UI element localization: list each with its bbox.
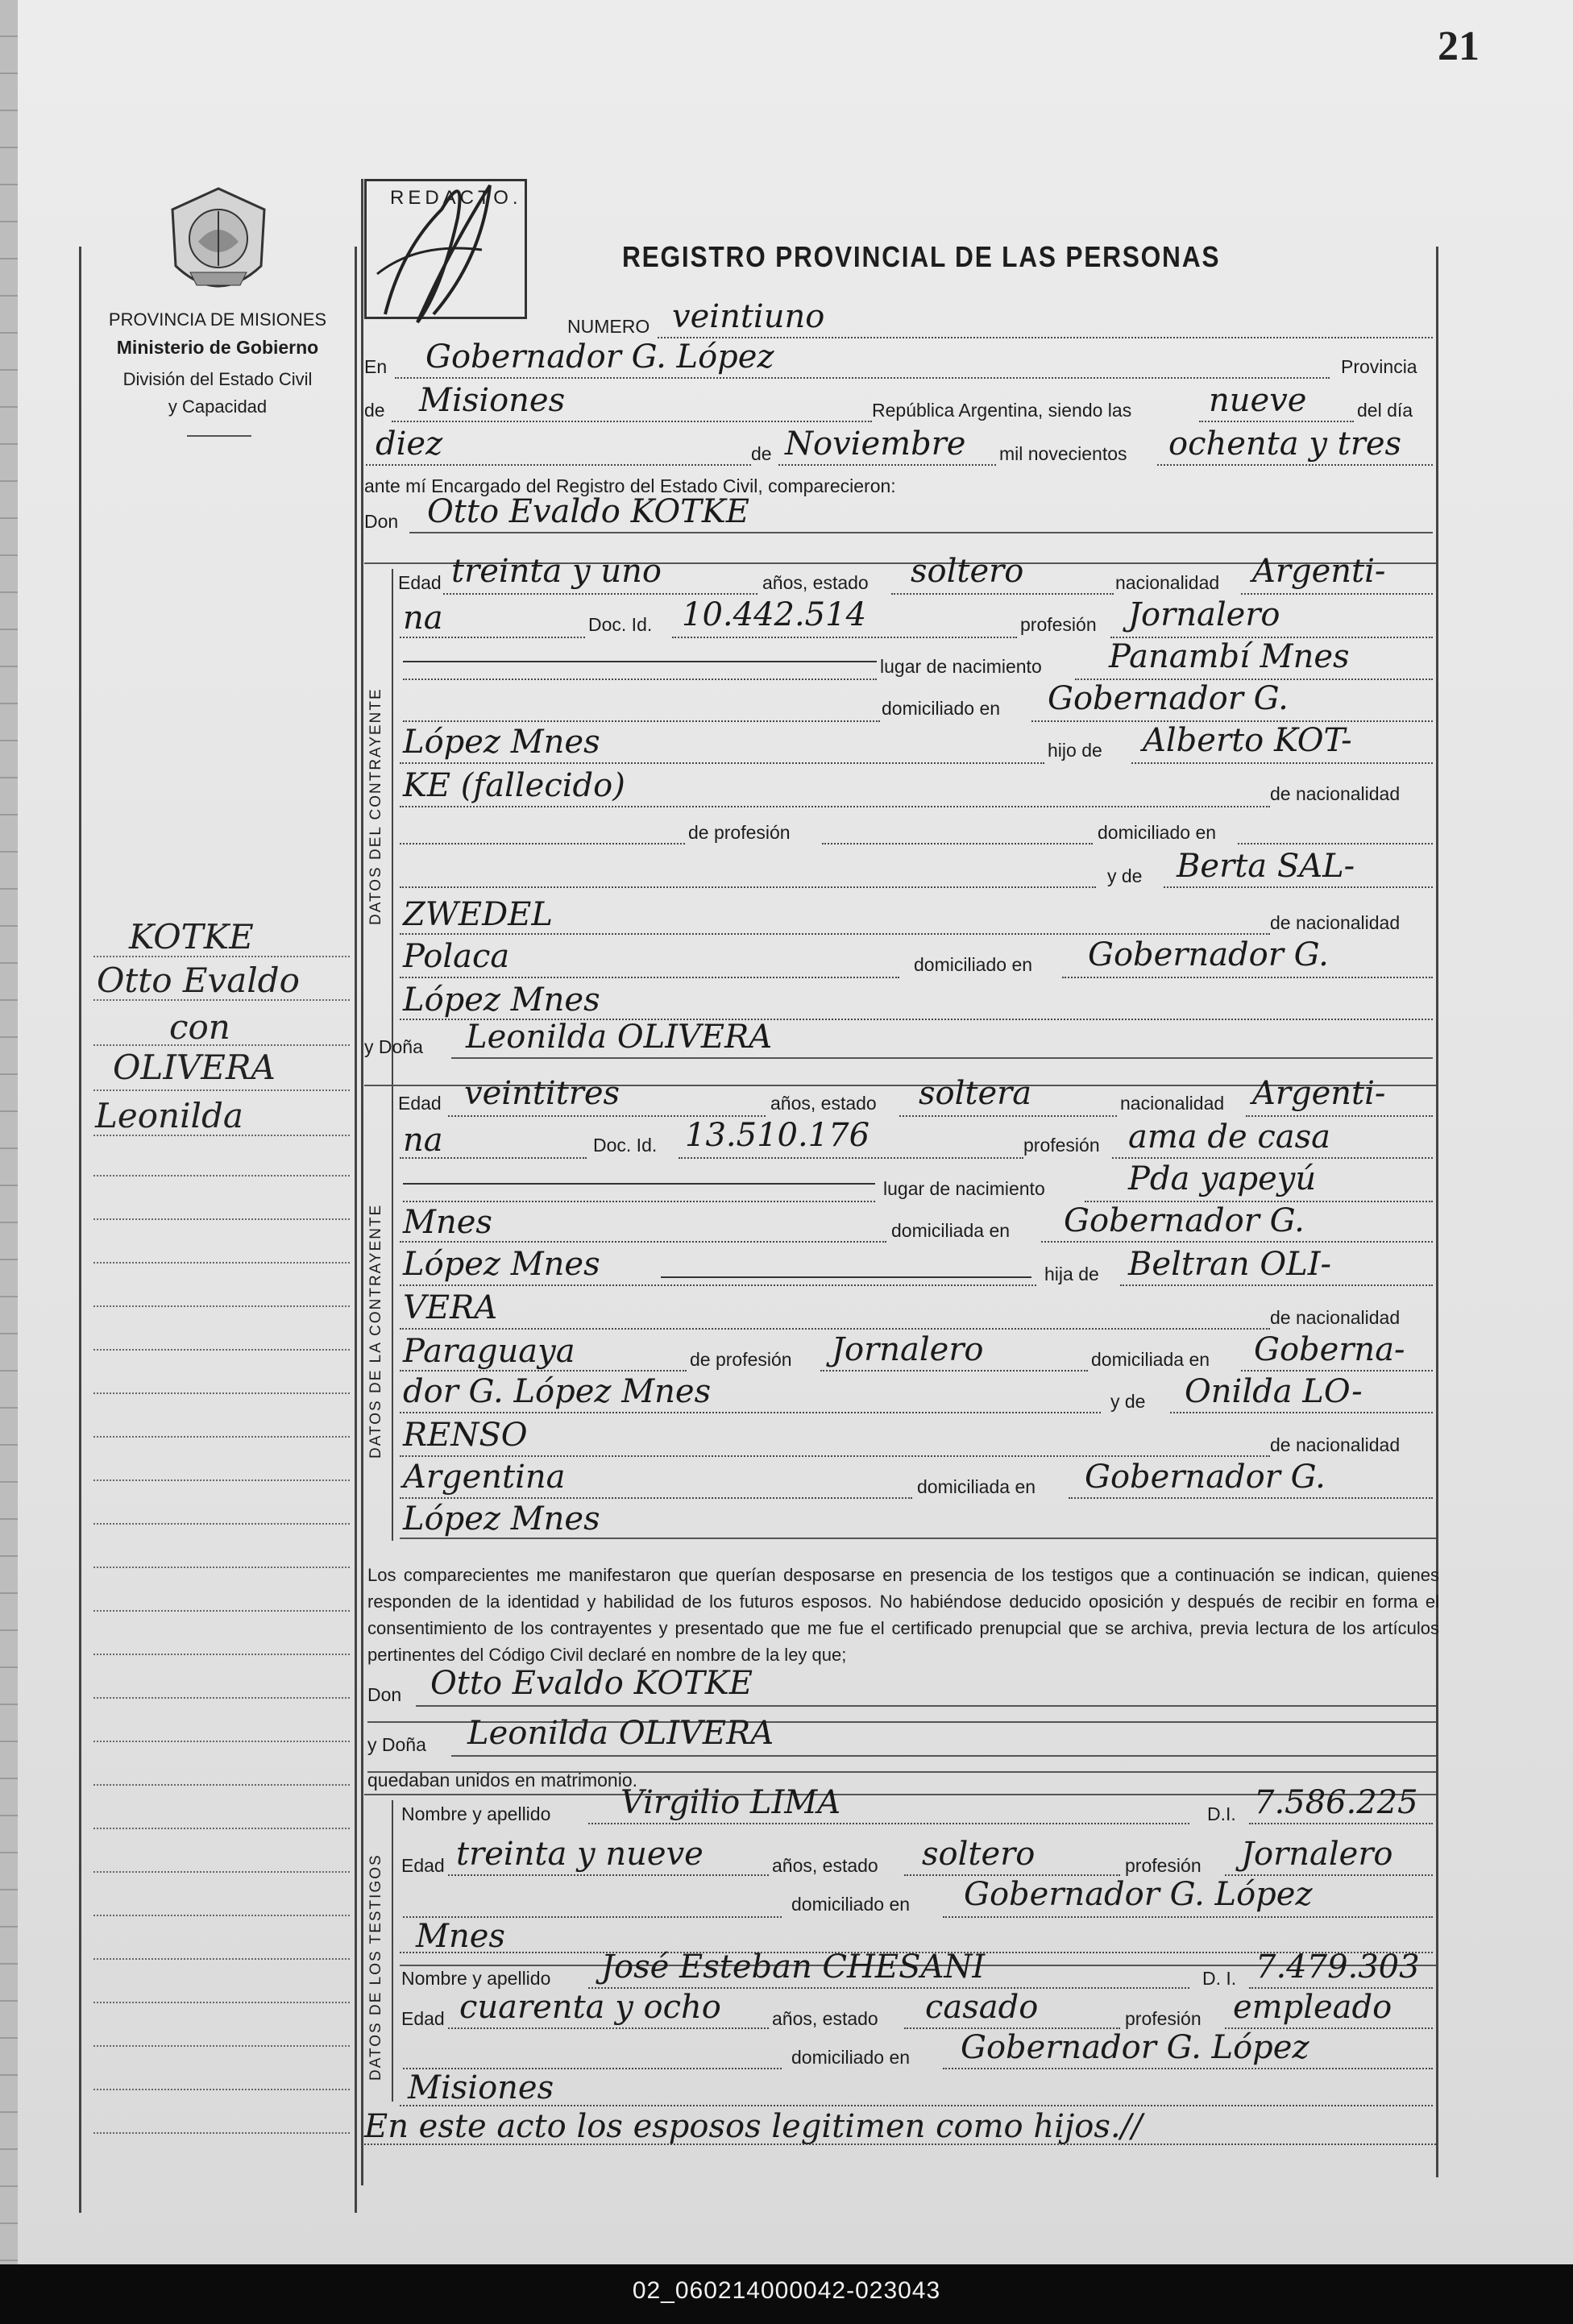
acta-lugar: Gobernador G. López — [425, 338, 774, 376]
acta-mes: Noviembre — [785, 425, 966, 463]
section-testigos: DATOS DE LOS TESTIGOS — [367, 1853, 384, 2081]
acta-dia: diez — [376, 425, 443, 463]
contrayenta-padre-dom-a: Goberna- — [1254, 1331, 1405, 1368]
contrayenta-doc: 13.510.176 — [685, 1117, 870, 1154]
label-republica: República Argentina, siendo las — [872, 400, 1132, 421]
contrayente-madre-a: Berta SAL- — [1177, 848, 1355, 885]
label-hijo-de: hijo de — [1048, 740, 1102, 761]
label-edad: Edad — [398, 572, 442, 593]
label-de-nacionalidad-3: de nacionalidad — [1270, 1434, 1401, 1455]
label-numero: NUMERO — [567, 316, 650, 337]
label-edad-t2: Edad — [401, 2008, 445, 2029]
margin-right-rule — [355, 247, 357, 2213]
testigo1-di: 7.586.225 — [1254, 1784, 1418, 1821]
testigo2-edad: cuarenta y ocho — [459, 1989, 721, 2026]
label-lugar-nacimiento-2: lugar de nacimiento — [883, 1178, 1045, 1199]
acta-anio: ochenta y tres — [1168, 425, 1402, 463]
testigo1-domicilio-a: Gobernador G. López — [964, 1876, 1313, 1913]
footer-id: 02_060214000042-023043 — [632, 2277, 941, 2304]
label-profesion: profesión — [1020, 614, 1097, 635]
contrayente-madre-dom-a: Gobernador G. — [1088, 936, 1329, 973]
form-left-rule — [361, 179, 363, 2185]
contrayenta-nac-a: Argenti- — [1252, 1075, 1386, 1112]
margin-note-name: Otto Evaldo — [97, 961, 300, 1000]
label-edad-2: Edad — [398, 1093, 442, 1114]
label-y-de-2: y de — [1110, 1391, 1146, 1412]
label-profesion-t2: profesión — [1125, 2008, 1202, 2029]
label-don: Don — [364, 511, 399, 532]
label-de-profesion: de profesión — [688, 822, 791, 843]
label-domiciliada: domiciliada en — [891, 1220, 1011, 1241]
label-di: D.I. — [1207, 1803, 1236, 1824]
contrayenta-nac-b: na — [403, 1122, 443, 1159]
section-contrayente: DATOS DEL CONTRAYENTE — [367, 687, 384, 925]
contrayenta-madre-dom-b: López Mnes — [403, 1500, 600, 1538]
contrayente-profesion: Jornalero — [1128, 596, 1280, 633]
section-rule-2 — [392, 1800, 393, 2102]
label-anos-estado-2: años, estado — [770, 1093, 877, 1114]
label-nacionalidad-2: nacionalidad — [1120, 1093, 1225, 1114]
label-lugar-nacimiento: lugar de nacimiento — [880, 656, 1042, 677]
contrayenta-estado: soltera — [919, 1075, 1032, 1112]
contrayente-nombre: Otto Evaldo KOTKE — [427, 493, 749, 530]
contrayenta-domicilio-a: Gobernador G. — [1064, 1202, 1305, 1239]
acta-hora: nueve — [1209, 382, 1307, 419]
label-de-nacionalidad: de nacionalidad — [1270, 783, 1401, 804]
header-capacidad: y Capacidad — [168, 396, 268, 417]
label-en: En — [364, 356, 388, 377]
label-nombre-apellido: Nombre y apellido — [401, 1803, 551, 1824]
label-anos-estado: años, estado — [762, 572, 869, 593]
contrayente-padre-a: Alberto KOT- — [1143, 722, 1352, 759]
margin-note-surname: KOTKE — [129, 917, 254, 957]
contrayente-nac-b: na — [403, 600, 443, 637]
margin-note-name-2: Leonilda — [95, 1096, 243, 1135]
contrayente-lugar-nac: Panambí Mnes — [1109, 638, 1350, 675]
label-del-dia: del día — [1357, 400, 1413, 421]
margin-left-rule — [79, 247, 81, 2213]
form-right-rule — [1436, 247, 1438, 2177]
label-y-dona-2: y Doña — [367, 1734, 426, 1755]
margin-note-con: con — [169, 1007, 230, 1047]
contrayenta-madre-dom-a: Gobernador G. — [1085, 1459, 1326, 1496]
closing-note: En este acto los esposos legitimen como hijos.// — [364, 2108, 1143, 2145]
label-mil-novecientos: mil novecientos — [999, 443, 1127, 464]
label-padre-domiciliada: domiciliada en — [1091, 1349, 1210, 1370]
contrayenta-padre-prof: Jornalero — [832, 1331, 984, 1368]
redacto-label: REDACTO. — [390, 187, 522, 209]
label-de: de — [364, 400, 385, 421]
contrayenta-padre-dom-b: dor G. López Mnes — [403, 1373, 712, 1410]
label-de-mes: de — [751, 443, 772, 464]
label-profesion-t1: profesión — [1125, 1855, 1202, 1876]
testigo2-di: 7.479.303 — [1255, 1948, 1420, 1986]
header-divider — [187, 435, 251, 437]
testigo1-profesion: Jornalero — [1241, 1836, 1393, 1873]
contrayenta-padre-nac: Paraguaya — [403, 1333, 575, 1370]
contrayente-padre-b: KE (fallecido) — [403, 767, 625, 804]
label-y-dona: y Doña — [364, 1036, 423, 1057]
label-domiciliado-t1: domiciliado en — [791, 1894, 911, 1915]
testigo2-domicilio-a: Gobernador G. López — [961, 2029, 1309, 2066]
label-don-2: Don — [367, 1684, 402, 1705]
label-doc-2: Doc. Id. — [593, 1135, 658, 1156]
label-quedaban: quedaban unidos en matrimonio. — [367, 1770, 638, 1791]
testigo2-domicilio-b: Misiones — [408, 2069, 554, 2106]
contrayenta-profesion: ama de casa — [1128, 1118, 1330, 1156]
label-nacionalidad: nacionalidad — [1115, 572, 1220, 593]
margin-note-surname-2: OLIVERA — [113, 1048, 276, 1087]
contrayente-madre-nac: Polaca — [403, 938, 510, 975]
contrayente-madre-dom-b: López Mnes — [403, 981, 600, 1019]
contrayenta-domicilio-b: López Mnes — [403, 1246, 600, 1283]
contrayente-madre-b: ZWEDEL — [403, 896, 553, 933]
label-de-nacionalidad-madre: de nacionalidad — [1270, 912, 1401, 933]
contrayenta-madre-a: Onilda LO- — [1185, 1373, 1363, 1410]
label-anos-estado-t2: años, estado — [772, 2008, 878, 2029]
label-nombre-apellido-2: Nombre y apellido — [401, 1968, 551, 1989]
contrayenta-padre-b: VERA — [403, 1289, 498, 1326]
contrayenta-edad: veintitres — [464, 1075, 620, 1112]
testigo1-nombre: Virgilio LIMA — [620, 1784, 841, 1821]
contrayente-edad: treinta y uno — [451, 553, 662, 590]
label-hija-de: hija de — [1044, 1264, 1099, 1284]
testigo2-nombre: José Esteban CHESANI — [601, 1948, 986, 1986]
document-title: REGISTRO PROVINCIAL DE LAS PERSONAS — [622, 240, 1221, 273]
acta-numero: veintiuno — [672, 298, 825, 335]
label-domiciliado-t2: domiciliado en — [791, 2047, 911, 2068]
section-contrayenta: DATOS DE LA CONTRAYENTE — [367, 1203, 384, 1459]
label-domiciliado: domiciliado en — [882, 698, 1001, 719]
testigo2-estado: casado — [925, 1989, 1039, 2026]
acta-provincia: Misiones — [419, 382, 566, 419]
contrayenta-lugar-nac: Pda yapeyú — [1128, 1160, 1317, 1197]
label-y-de: y de — [1107, 865, 1143, 886]
declaracion-don: Otto Evaldo KOTKE — [430, 1665, 753, 1702]
label-di-2: D. I. — [1202, 1968, 1237, 1989]
label-doc: Doc. Id. — [588, 614, 653, 635]
label-de-profesion-2: de profesión — [690, 1349, 792, 1370]
signature-scribble — [369, 153, 514, 338]
label-provincia: Provincia — [1341, 356, 1417, 377]
page-number: 21 — [1438, 23, 1480, 69]
contrayenta-nombre: Leonilda OLIVERA — [466, 1019, 773, 1056]
binding-edge — [0, 0, 18, 2264]
testigo1-edad: treinta y nueve — [456, 1836, 703, 1873]
contrayente-domicilio-a: Gobernador G. — [1048, 680, 1289, 717]
testigo1-estado: soltero — [922, 1836, 1036, 1873]
label-madre-domiciliado: domiciliado en — [914, 954, 1033, 975]
contrayente-nac-a: Argenti- — [1252, 553, 1386, 590]
label-edad-t1: Edad — [401, 1855, 445, 1876]
contrayenta-madre-b: RENSO — [403, 1417, 528, 1454]
label-anos-estado-t1: años, estado — [772, 1855, 878, 1876]
label-ante: ante mí Encargado del Registro del Estado Civil, comparecieron: — [364, 475, 896, 496]
testigo2-profesion: empleado — [1233, 1989, 1392, 2026]
header-province: PROVINCIA DE MISIONES — [108, 309, 327, 330]
label-madre-domiciliada: domiciliada en — [917, 1476, 1036, 1497]
label-domiciliado-en: domiciliado en — [1098, 822, 1217, 843]
contrayenta-padre-a: Beltran OLI- — [1128, 1246, 1332, 1283]
header-division: División del Estado Civil — [122, 369, 313, 389]
declaration-paragraph: Los comparecientes me manifestaron que querían desposarse en presencia de los testigos que a continuación se indican, quienes responden de la identidad y habilidad de los futuros esposos. No habiéndose deducido oposición y después de recibir en forma el consentimiento de los contrayentes y presentado que me fue el certificado prenupcial que se archiva, previa lectura de los artículos pertinentes del Código Civil declaré en nombre de la ley que; — [367, 1565, 1439, 1665]
contrayente-domicilio-b: López Mnes — [403, 724, 600, 761]
declaracion-dona: Leonilda OLIVERA — [467, 1715, 774, 1752]
contrayente-estado: soltero — [911, 553, 1024, 590]
header-ministry: Ministerio de Gobierno — [116, 337, 319, 358]
contrayenta-lugar-nac-b: Mnes — [403, 1204, 492, 1241]
label-profesion-2: profesión — [1023, 1135, 1100, 1156]
contrayente-doc: 10.442.514 — [682, 596, 867, 633]
label-de-nacionalidad-2: de nacionalidad — [1270, 1307, 1401, 1328]
provincial-seal-icon — [166, 185, 271, 306]
contrayenta-madre-nac: Argentina — [403, 1459, 566, 1496]
testigo1-domicilio-b: Mnes — [416, 1918, 505, 1955]
